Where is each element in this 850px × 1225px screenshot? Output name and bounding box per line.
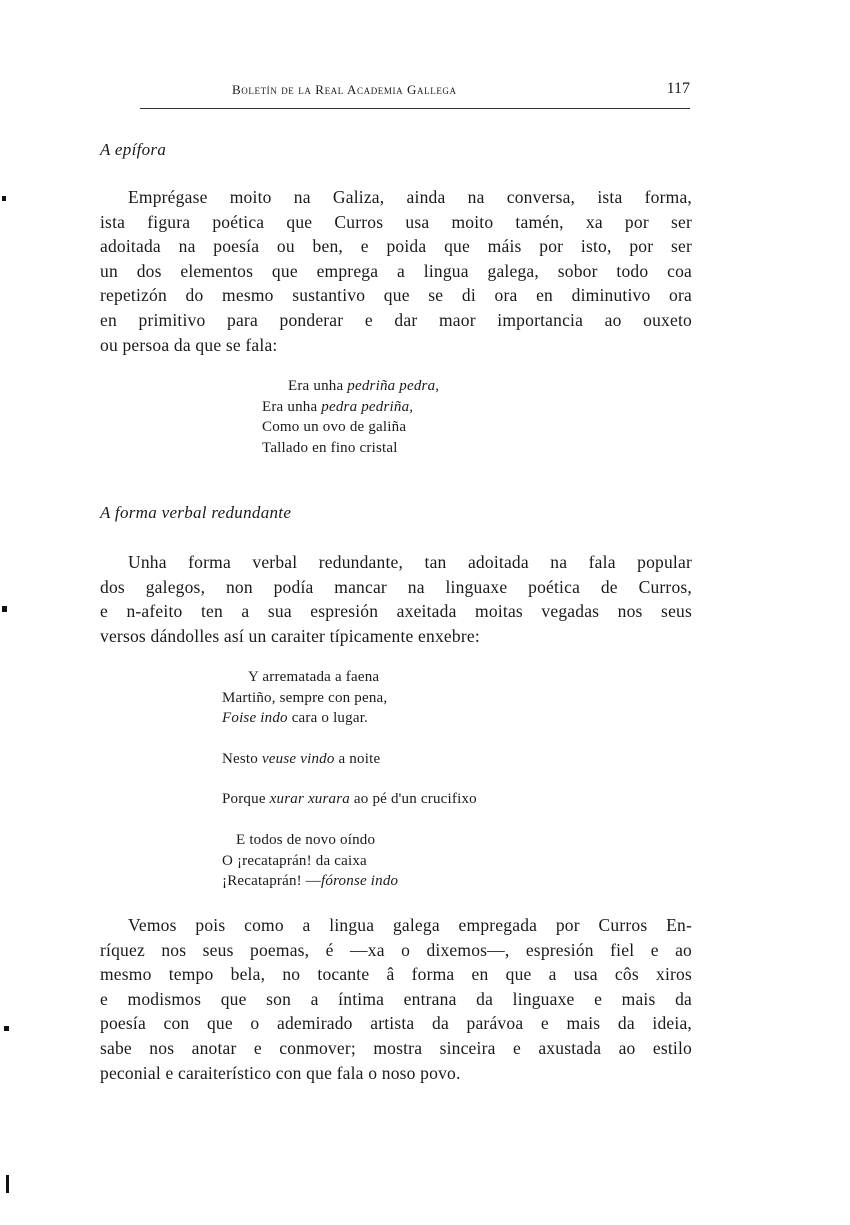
text-line: repetizón do mesmo sustantivo que se di ora en diminutivo ora [100, 285, 692, 306]
verse-block-epifora [262, 376, 439, 458]
verse-line [262, 397, 439, 418]
paragraph-forma-verbal [100, 550, 692, 648]
verse-line [222, 789, 477, 810]
verse-text: ao pé d'un crucifixo [349, 791, 477, 808]
paragraph-closing [100, 913, 692, 1085]
verse-emphasis: fóronse indo [321, 873, 399, 890]
scan-mark [6, 1175, 9, 1193]
text-line: ou persoa da que se fala: [100, 334, 278, 355]
verse-text: Era unha [262, 398, 322, 415]
verse-emphasis: veuse vindo [261, 750, 335, 767]
text-line: sabe nos anotar e conmover; mostra sinceira e axustada ao estilo [100, 1037, 692, 1058]
scan-mark [4, 1026, 9, 1031]
verse-emphasis: xurar xurara [269, 791, 350, 808]
text-line: e modismos que son a íntima entrana da linguaxe e mais da [100, 988, 692, 1009]
verse-line [222, 708, 477, 729]
verse-line [222, 667, 477, 688]
verse-text: ¡Recataprán! — [222, 873, 321, 890]
verse-emphasis: pedra pedriña, [321, 398, 414, 415]
text-line: dos galegos, non podía mancar na linguaxe poética de Curros, [100, 576, 692, 597]
text-line: en primitivo para ponderar e dar maor importancia ao ouxeto [100, 309, 692, 330]
text-line: un dos elementos que emprega a lingua galega, sobor todo coa [100, 260, 692, 281]
stanza-gap [222, 810, 477, 830]
verse-text: a noite [334, 750, 381, 767]
verse-line [222, 830, 477, 851]
text-line: mesmo tempo bela, no tocante â forma en que a usa côs xiros [100, 964, 692, 985]
verse-line [222, 851, 477, 872]
text-line: ríquez nos seus poemas, é —xa o dixemos—, espresión fiel e ao [100, 939, 692, 960]
running-title: Boletín de la Real Academia Gallega [232, 82, 457, 97]
text-line: Unha forma verbal redundante, tan adoitada na fala popular [128, 552, 692, 572]
verse-emphasis: pedriña pedra, [347, 378, 440, 394]
verse-line [222, 749, 477, 770]
stanza-gap [222, 729, 477, 749]
text-line: adoitada na poesía ou ben, e poida que máis por isto, por ser [100, 236, 692, 257]
text-line: Emprégase moito na Galiza, ainda na conversa, ista forma, [128, 187, 692, 207]
verse-line [222, 871, 477, 892]
verse-line [262, 417, 439, 438]
text-line: e n-afeito ten a sua espresión axeitada moitas vegadas nos seus [100, 601, 692, 622]
verse-text: Martiño, sempre con pena, [222, 689, 388, 706]
section-heading-forma-verbal: A forma verbal redundante [100, 503, 292, 522]
text-line: peconial e caraiterístico con que fala o noso povo. [100, 1062, 461, 1083]
verse-text: Nesto [222, 750, 262, 767]
scan-mark [2, 606, 7, 612]
text-line: Vemos pois como a lingua galega empregada por Curros En- [128, 915, 692, 935]
text-line: poesía con que o ademirado artista da parávoa e mais da ideia, [100, 1013, 692, 1034]
scan-mark [2, 196, 6, 201]
verse-text: Como un ovo de galiña [262, 419, 407, 436]
running-header [140, 82, 690, 109]
verse-text: O ¡recataprán! da caixa [222, 852, 367, 869]
verse-text: Porque [222, 791, 270, 808]
text-line: versos dándolles así un caraiter típicamente enxebre: [100, 625, 480, 646]
verse-block-forma-verbal [222, 667, 477, 892]
verse-text: Era unha [288, 378, 348, 394]
verse-line [222, 688, 477, 709]
verse-line [262, 438, 439, 459]
verse-emphasis: Foise indo [222, 710, 288, 727]
page-number: 117 [666, 80, 690, 97]
verse-text: Y arrematada a faena [248, 669, 380, 685]
verse-line [262, 376, 439, 397]
text-line: ista figura poética que Curros usa moito tamén, xa por ser [100, 211, 692, 232]
section-heading-epifora: A epífora [100, 140, 167, 159]
verse-text: E todos de novo oíndo [236, 831, 376, 848]
verse-text: Tallado en fino cristal [262, 439, 398, 456]
stanza-gap [222, 769, 477, 789]
paragraph-epifora [100, 185, 692, 357]
verse-text: cara o lugar. [287, 710, 369, 727]
